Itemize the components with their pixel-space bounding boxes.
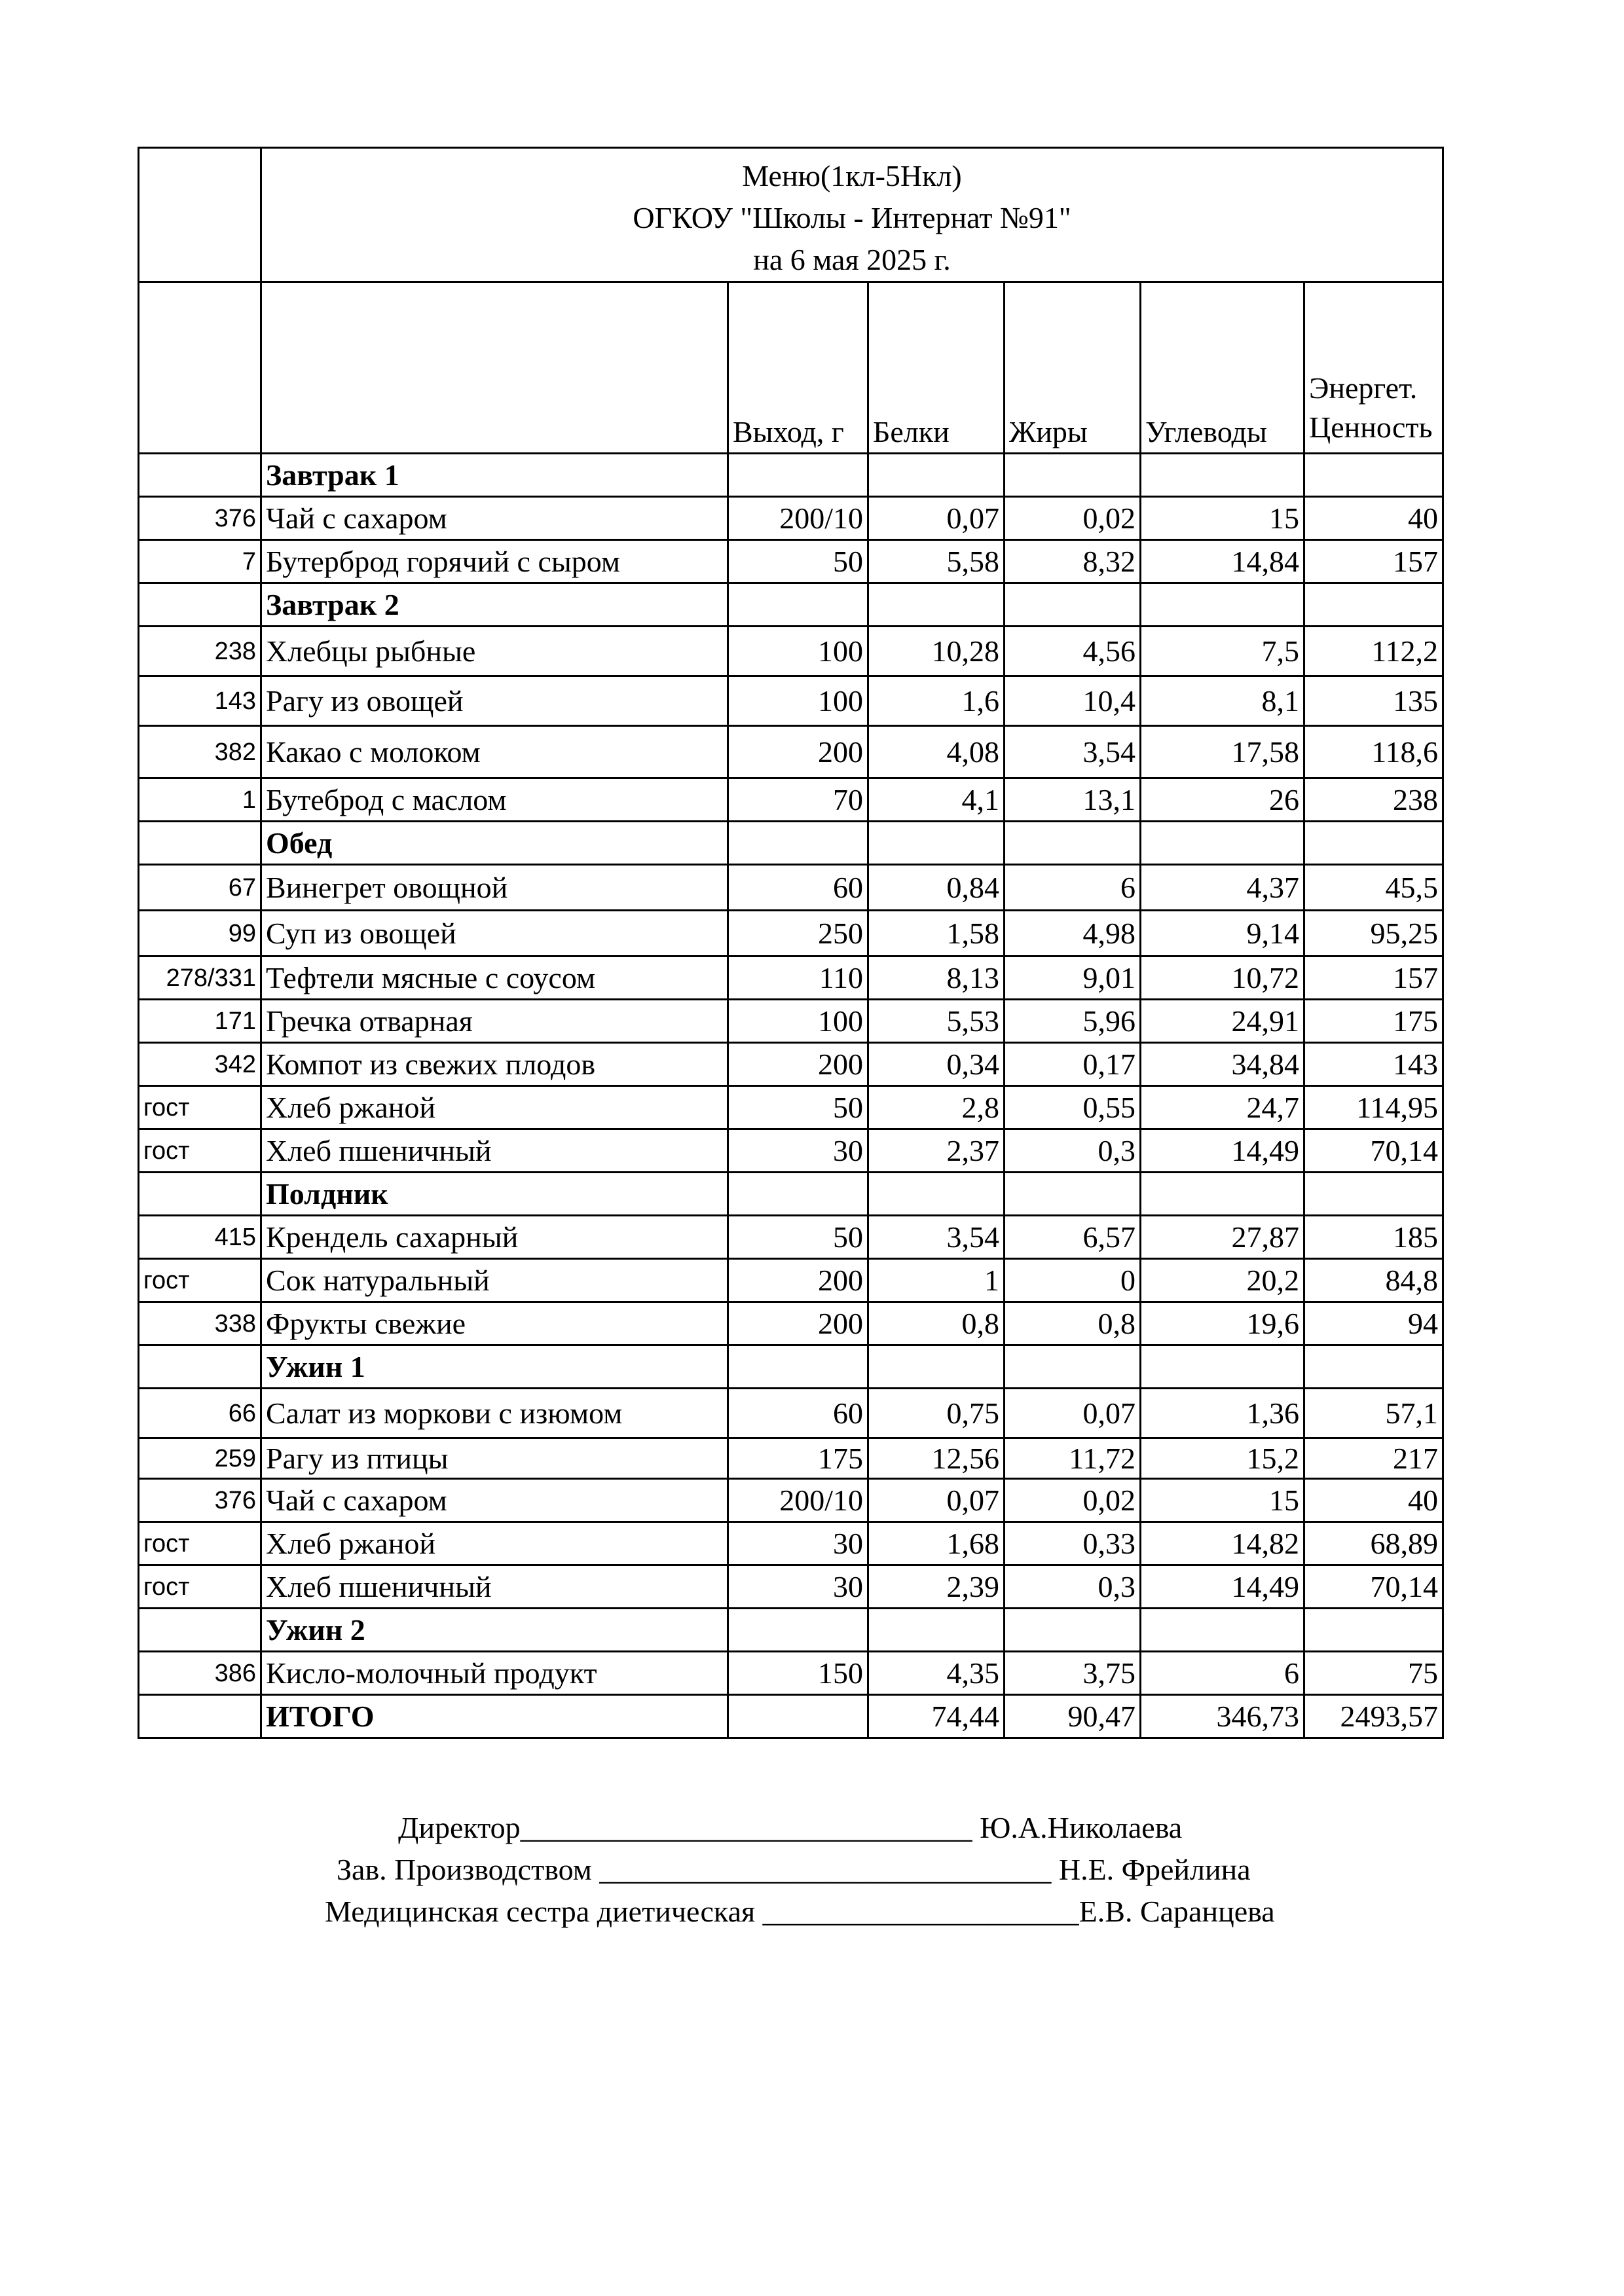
cell-code: 415 bbox=[139, 1216, 261, 1259]
table-row bbox=[139, 911, 1443, 957]
title-row bbox=[139, 148, 1443, 282]
cell-fat: 0,3 bbox=[1005, 1565, 1141, 1609]
cell-protein: 1 bbox=[868, 1259, 1005, 1302]
cell-fat bbox=[1005, 583, 1141, 627]
cell-code: 1 bbox=[139, 778, 261, 822]
cell-protein: 0,07 bbox=[868, 1479, 1005, 1522]
cell-carbs: 14,49 bbox=[1141, 1565, 1304, 1609]
section-title: Ужин 2 bbox=[261, 1609, 728, 1652]
cell-yield: 60 bbox=[728, 1389, 868, 1438]
cell-yield bbox=[728, 1609, 868, 1652]
cell-dish-name: Гречка отварная bbox=[261, 1000, 728, 1043]
header-name bbox=[261, 282, 728, 454]
cell-protein: 1,6 bbox=[868, 676, 1005, 726]
cell-carbs bbox=[1141, 822, 1304, 865]
cell-fat bbox=[1005, 454, 1141, 497]
cell-carbs bbox=[1141, 454, 1304, 497]
cell-energy: 118,6 bbox=[1304, 726, 1443, 778]
cell-carbs bbox=[1141, 1173, 1304, 1216]
cell-code: гост bbox=[139, 1565, 261, 1609]
signature-line: ______________________________ bbox=[520, 1811, 972, 1844]
cell-carbs bbox=[1141, 1345, 1304, 1389]
cell-carbs: 14,49 bbox=[1141, 1129, 1304, 1173]
cell-yield: 30 bbox=[728, 1522, 868, 1565]
cell-energy bbox=[1304, 454, 1443, 497]
cell-energy: 112,2 bbox=[1304, 627, 1443, 676]
cell-yield: 100 bbox=[728, 1000, 868, 1043]
cell-dish-name: Компот из свежих плодов bbox=[261, 1043, 728, 1086]
table-row bbox=[139, 1216, 1443, 1259]
cell-yield: 100 bbox=[728, 627, 868, 676]
cell-code: 7 bbox=[139, 540, 261, 583]
cell-yield bbox=[728, 454, 868, 497]
cell-carbs: 1,36 bbox=[1141, 1389, 1304, 1438]
cell-protein: 0,84 bbox=[868, 865, 1005, 911]
cell-protein: 4,1 bbox=[868, 778, 1005, 822]
cell-yield: 60 bbox=[728, 865, 868, 911]
cell-yield: 175 bbox=[728, 1438, 868, 1479]
total-row bbox=[139, 1695, 1443, 1738]
table-row bbox=[139, 957, 1443, 1000]
cell-code bbox=[139, 1345, 261, 1389]
cell-fat: 0,3 bbox=[1005, 1129, 1141, 1173]
cell-protein: 4,35 bbox=[868, 1652, 1005, 1695]
cell-carbs bbox=[1141, 583, 1304, 627]
cell-carbs: 15 bbox=[1141, 497, 1304, 540]
cell-carbs: 24,7 bbox=[1141, 1086, 1304, 1129]
cell-protein: 5,58 bbox=[868, 540, 1005, 583]
cell-carbs: 9,14 bbox=[1141, 911, 1304, 957]
cell-energy: 40 bbox=[1304, 497, 1443, 540]
cell-dish-name: Хлеб пшеничный bbox=[261, 1565, 728, 1609]
cell-yield bbox=[728, 583, 868, 627]
title-cell bbox=[261, 148, 1443, 282]
cell-code: гост bbox=[139, 1086, 261, 1129]
table-row bbox=[139, 1302, 1443, 1345]
table-row bbox=[139, 865, 1443, 911]
section-title: Ужин 1 bbox=[261, 1345, 728, 1389]
cell-energy: 95,25 bbox=[1304, 911, 1443, 957]
cell-energy: 217 bbox=[1304, 1438, 1443, 1479]
section-title: Завтрак 1 bbox=[261, 454, 728, 497]
cell-code bbox=[139, 1609, 261, 1652]
cell-fat bbox=[1005, 1173, 1141, 1216]
cell-carbs: 14,82 bbox=[1141, 1522, 1304, 1565]
cell-fat: 8,32 bbox=[1005, 540, 1141, 583]
cell-fat: 0 bbox=[1005, 1259, 1141, 1302]
cell-energy: 57,1 bbox=[1304, 1389, 1443, 1438]
cell-dish-name: Рагу из овощей bbox=[261, 676, 728, 726]
cell-energy bbox=[1304, 822, 1443, 865]
cell-dish-name: Хлеб ржаной bbox=[261, 1522, 728, 1565]
cell-protein: 2,37 bbox=[868, 1129, 1005, 1173]
signature-person: Ю.А.Николаева bbox=[972, 1811, 1183, 1844]
cell-dish-name: Винегрет овощной bbox=[261, 865, 728, 911]
table-row bbox=[139, 1479, 1443, 1522]
table-row bbox=[139, 1565, 1443, 1609]
cell-carbs: 4,37 bbox=[1141, 865, 1304, 911]
signature-role: Зав. Производством bbox=[337, 1853, 600, 1886]
cell-carbs bbox=[1141, 1609, 1304, 1652]
cell-yield: 200 bbox=[728, 1043, 868, 1086]
signature-role: Медицинская сестра диетическая bbox=[325, 1895, 763, 1928]
cell-code: 338 bbox=[139, 1302, 261, 1345]
cell-yield bbox=[728, 1345, 868, 1389]
title-blank-cell bbox=[139, 148, 261, 282]
cell-code: 376 bbox=[139, 1479, 261, 1522]
cell-dish-name: Хлеб пшеничный bbox=[261, 1129, 728, 1173]
section-title: Завтрак 2 bbox=[261, 583, 728, 627]
table-row bbox=[139, 778, 1443, 822]
cell-dish-name: Кисло-молочный продукт bbox=[261, 1652, 728, 1695]
cell-dish-name: Чай с сахаром bbox=[261, 497, 728, 540]
cell-yield bbox=[728, 822, 868, 865]
cell-code: 238 bbox=[139, 627, 261, 676]
cell-energy: 175 bbox=[1304, 1000, 1443, 1043]
cell-energy: 2493,57 bbox=[1304, 1695, 1443, 1738]
cell-energy: 75 bbox=[1304, 1652, 1443, 1695]
cell-fat: 0,17 bbox=[1005, 1043, 1141, 1086]
cell-yield: 250 bbox=[728, 911, 868, 957]
cell-carbs: 15,2 bbox=[1141, 1438, 1304, 1479]
cell-protein: 2,39 bbox=[868, 1565, 1005, 1609]
cell-code: 278/331 bbox=[139, 957, 261, 1000]
signature-role: Директор bbox=[398, 1811, 521, 1844]
cell-energy: 45,5 bbox=[1304, 865, 1443, 911]
column-header-row bbox=[139, 282, 1443, 454]
section-title: Полдник bbox=[261, 1173, 728, 1216]
cell-fat: 6,57 bbox=[1005, 1216, 1141, 1259]
cell-yield: 50 bbox=[728, 1086, 868, 1129]
header-carbs: Углеводы bbox=[1141, 282, 1304, 454]
cell-dish-name: Бутеброд с маслом bbox=[261, 778, 728, 822]
cell-carbs: 14,84 bbox=[1141, 540, 1304, 583]
cell-energy: 157 bbox=[1304, 957, 1443, 1000]
cell-yield: 30 bbox=[728, 1129, 868, 1173]
cell-dish-name: Салат из моркови с изюмом bbox=[261, 1389, 728, 1438]
cell-energy: 185 bbox=[1304, 1216, 1443, 1259]
cell-yield: 110 bbox=[728, 957, 868, 1000]
cell-yield: 50 bbox=[728, 1216, 868, 1259]
cell-carbs: 27,87 bbox=[1141, 1216, 1304, 1259]
section-row bbox=[139, 1609, 1443, 1652]
cell-fat: 90,47 bbox=[1005, 1695, 1141, 1738]
cell-carbs: 17,58 bbox=[1141, 726, 1304, 778]
cell-code: 382 bbox=[139, 726, 261, 778]
cell-protein: 12,56 bbox=[868, 1438, 1005, 1479]
cell-fat: 4,98 bbox=[1005, 911, 1141, 957]
cell-code bbox=[139, 1695, 261, 1738]
cell-protein bbox=[868, 1173, 1005, 1216]
cell-dish-name: Крендель сахарный bbox=[261, 1216, 728, 1259]
table-row bbox=[139, 1259, 1443, 1302]
cell-energy: 157 bbox=[1304, 540, 1443, 583]
cell-dish-name: Сок натуральный bbox=[261, 1259, 728, 1302]
cell-fat: 0,8 bbox=[1005, 1302, 1141, 1345]
cell-code: 66 bbox=[139, 1389, 261, 1438]
table-row bbox=[139, 1000, 1443, 1043]
cell-fat: 0,07 bbox=[1005, 1389, 1141, 1438]
cell-yield: 30 bbox=[728, 1565, 868, 1609]
table-row bbox=[139, 1389, 1443, 1438]
cell-fat: 0,33 bbox=[1005, 1522, 1141, 1565]
cell-fat bbox=[1005, 1345, 1141, 1389]
cell-fat: 0,02 bbox=[1005, 1479, 1141, 1522]
table-row bbox=[139, 1522, 1443, 1565]
cell-fat: 3,54 bbox=[1005, 726, 1141, 778]
cell-energy: 238 bbox=[1304, 778, 1443, 822]
signature-line: _____________________ bbox=[762, 1895, 1079, 1928]
cell-carbs: 26 bbox=[1141, 778, 1304, 822]
cell-code bbox=[139, 454, 261, 497]
cell-code: 342 bbox=[139, 1043, 261, 1086]
section-row bbox=[139, 454, 1443, 497]
cell-energy bbox=[1304, 583, 1443, 627]
cell-energy bbox=[1304, 1345, 1443, 1389]
cell-protein: 8,13 bbox=[868, 957, 1005, 1000]
cell-energy: 114,95 bbox=[1304, 1086, 1443, 1129]
table-row bbox=[139, 1129, 1443, 1173]
cell-fat: 11,72 bbox=[1005, 1438, 1141, 1479]
menu-table-body bbox=[139, 148, 1443, 1738]
cell-carbs: 8,1 bbox=[1141, 676, 1304, 726]
cell-energy bbox=[1304, 1173, 1443, 1216]
cell-energy: 70,14 bbox=[1304, 1565, 1443, 1609]
cell-energy bbox=[1304, 1609, 1443, 1652]
cell-code bbox=[139, 1173, 261, 1216]
cell-protein bbox=[868, 822, 1005, 865]
cell-fat: 4,56 bbox=[1005, 627, 1141, 676]
cell-yield: 200 bbox=[728, 726, 868, 778]
cell-protein: 1,68 bbox=[868, 1522, 1005, 1565]
cell-carbs: 346,73 bbox=[1141, 1695, 1304, 1738]
cell-yield: 70 bbox=[728, 778, 868, 822]
cell-code bbox=[139, 583, 261, 627]
cell-code: 67 bbox=[139, 865, 261, 911]
cell-dish-name: Рагу из птицы bbox=[261, 1438, 728, 1479]
cell-fat: 5,96 bbox=[1005, 1000, 1141, 1043]
cell-dish-name: Чай с сахаром bbox=[261, 1479, 728, 1522]
header-yield: Выход, г bbox=[728, 282, 868, 454]
cell-code: гост bbox=[139, 1259, 261, 1302]
header-energy: Энергет. Ценность bbox=[1304, 282, 1443, 454]
cell-code: 99 bbox=[139, 911, 261, 957]
cell-carbs: 24,91 bbox=[1141, 1000, 1304, 1043]
table-row bbox=[139, 726, 1443, 778]
signature-director bbox=[398, 1807, 1182, 1849]
total-label: ИТОГО bbox=[261, 1695, 728, 1738]
cell-yield bbox=[728, 1173, 868, 1216]
cell-yield: 200 bbox=[728, 1302, 868, 1345]
table-row bbox=[139, 1438, 1443, 1479]
table-row bbox=[139, 676, 1443, 726]
cell-code bbox=[139, 822, 261, 865]
cell-fat: 3,75 bbox=[1005, 1652, 1141, 1695]
cell-carbs: 6 bbox=[1141, 1652, 1304, 1695]
signature-person: Е.В. Саранцева bbox=[1079, 1895, 1275, 1928]
cell-protein: 0,34 bbox=[868, 1043, 1005, 1086]
cell-protein bbox=[868, 454, 1005, 497]
school-name: ОГКОУ "Школы - Интернат №91" bbox=[633, 201, 1071, 234]
cell-code: 376 bbox=[139, 497, 261, 540]
cell-code: гост bbox=[139, 1129, 261, 1173]
cell-protein: 1,58 bbox=[868, 911, 1005, 957]
cell-yield: 200/10 bbox=[728, 1479, 868, 1522]
cell-protein: 3,54 bbox=[868, 1216, 1005, 1259]
section-row bbox=[139, 1173, 1443, 1216]
cell-code: 259 bbox=[139, 1438, 261, 1479]
table-row bbox=[139, 1043, 1443, 1086]
header-code bbox=[139, 282, 261, 454]
cell-protein: 10,28 bbox=[868, 627, 1005, 676]
cell-carbs: 10,72 bbox=[1141, 957, 1304, 1000]
cell-carbs: 15 bbox=[1141, 1479, 1304, 1522]
cell-dish-name: Хлебцы рыбные bbox=[261, 627, 728, 676]
cell-yield bbox=[728, 1695, 868, 1738]
cell-fat bbox=[1005, 822, 1141, 865]
cell-yield: 100 bbox=[728, 676, 868, 726]
section-row bbox=[139, 583, 1443, 627]
cell-carbs: 20,2 bbox=[1141, 1259, 1304, 1302]
table-row bbox=[139, 540, 1443, 583]
cell-carbs: 7,5 bbox=[1141, 627, 1304, 676]
signature-line: ______________________________ bbox=[599, 1853, 1052, 1886]
cell-yield: 200 bbox=[728, 1259, 868, 1302]
cell-protein: 5,53 bbox=[868, 1000, 1005, 1043]
cell-carbs: 19,6 bbox=[1141, 1302, 1304, 1345]
cell-fat bbox=[1005, 1609, 1141, 1652]
header-fat: Жиры bbox=[1005, 282, 1141, 454]
cell-yield: 150 bbox=[728, 1652, 868, 1695]
table-row bbox=[139, 1086, 1443, 1129]
cell-protein: 0,75 bbox=[868, 1389, 1005, 1438]
cell-dish-name: Фрукты свежие bbox=[261, 1302, 728, 1345]
cell-energy: 135 bbox=[1304, 676, 1443, 726]
cell-protein bbox=[868, 583, 1005, 627]
cell-fat: 6 bbox=[1005, 865, 1141, 911]
cell-protein: 74,44 bbox=[868, 1695, 1005, 1738]
section-row bbox=[139, 1345, 1443, 1389]
cell-protein: 0,8 bbox=[868, 1302, 1005, 1345]
header-protein: Белки bbox=[868, 282, 1005, 454]
menu-table bbox=[138, 147, 1444, 1739]
cell-protein bbox=[868, 1345, 1005, 1389]
cell-fat: 0,55 bbox=[1005, 1086, 1141, 1129]
cell-fat: 13,1 bbox=[1005, 778, 1141, 822]
signature-dietary-nurse bbox=[325, 1891, 1275, 1933]
cell-yield: 200/10 bbox=[728, 497, 868, 540]
cell-energy: 84,8 bbox=[1304, 1259, 1443, 1302]
signature-person: Н.Е. Фрейлина bbox=[1051, 1853, 1251, 1886]
cell-code: 386 bbox=[139, 1652, 261, 1695]
cell-dish-name: Какао с молоком bbox=[261, 726, 728, 778]
cell-yield: 50 bbox=[728, 540, 868, 583]
cell-protein: 0,07 bbox=[868, 497, 1005, 540]
cell-energy: 40 bbox=[1304, 1479, 1443, 1522]
cell-protein bbox=[868, 1609, 1005, 1652]
menu-date: на 6 мая 2025 г. bbox=[753, 243, 951, 276]
menu-title: Меню(1кл-5Нкл) bbox=[742, 159, 962, 192]
cell-dish-name: Хлеб ржаной bbox=[261, 1086, 728, 1129]
cell-fat: 0,02 bbox=[1005, 497, 1141, 540]
cell-code: 143 bbox=[139, 676, 261, 726]
table-row bbox=[139, 497, 1443, 540]
table-row bbox=[139, 627, 1443, 676]
cell-code: гост bbox=[139, 1522, 261, 1565]
cell-energy: 70,14 bbox=[1304, 1129, 1443, 1173]
cell-dish-name: Бутерброд горячий с сыром bbox=[261, 540, 728, 583]
table-row bbox=[139, 1652, 1443, 1695]
cell-energy: 94 bbox=[1304, 1302, 1443, 1345]
section-row bbox=[139, 822, 1443, 865]
cell-fat: 10,4 bbox=[1005, 676, 1141, 726]
cell-protein: 4,08 bbox=[868, 726, 1005, 778]
section-title: Обед bbox=[261, 822, 728, 865]
cell-dish-name: Суп из овощей bbox=[261, 911, 728, 957]
cell-energy: 143 bbox=[1304, 1043, 1443, 1086]
cell-fat: 9,01 bbox=[1005, 957, 1141, 1000]
cell-protein: 2,8 bbox=[868, 1086, 1005, 1129]
cell-carbs: 34,84 bbox=[1141, 1043, 1304, 1086]
cell-energy: 68,89 bbox=[1304, 1522, 1443, 1565]
cell-dish-name: Тефтели мясные с соусом bbox=[261, 957, 728, 1000]
signature-production-head bbox=[337, 1849, 1251, 1891]
cell-code: 171 bbox=[139, 1000, 261, 1043]
